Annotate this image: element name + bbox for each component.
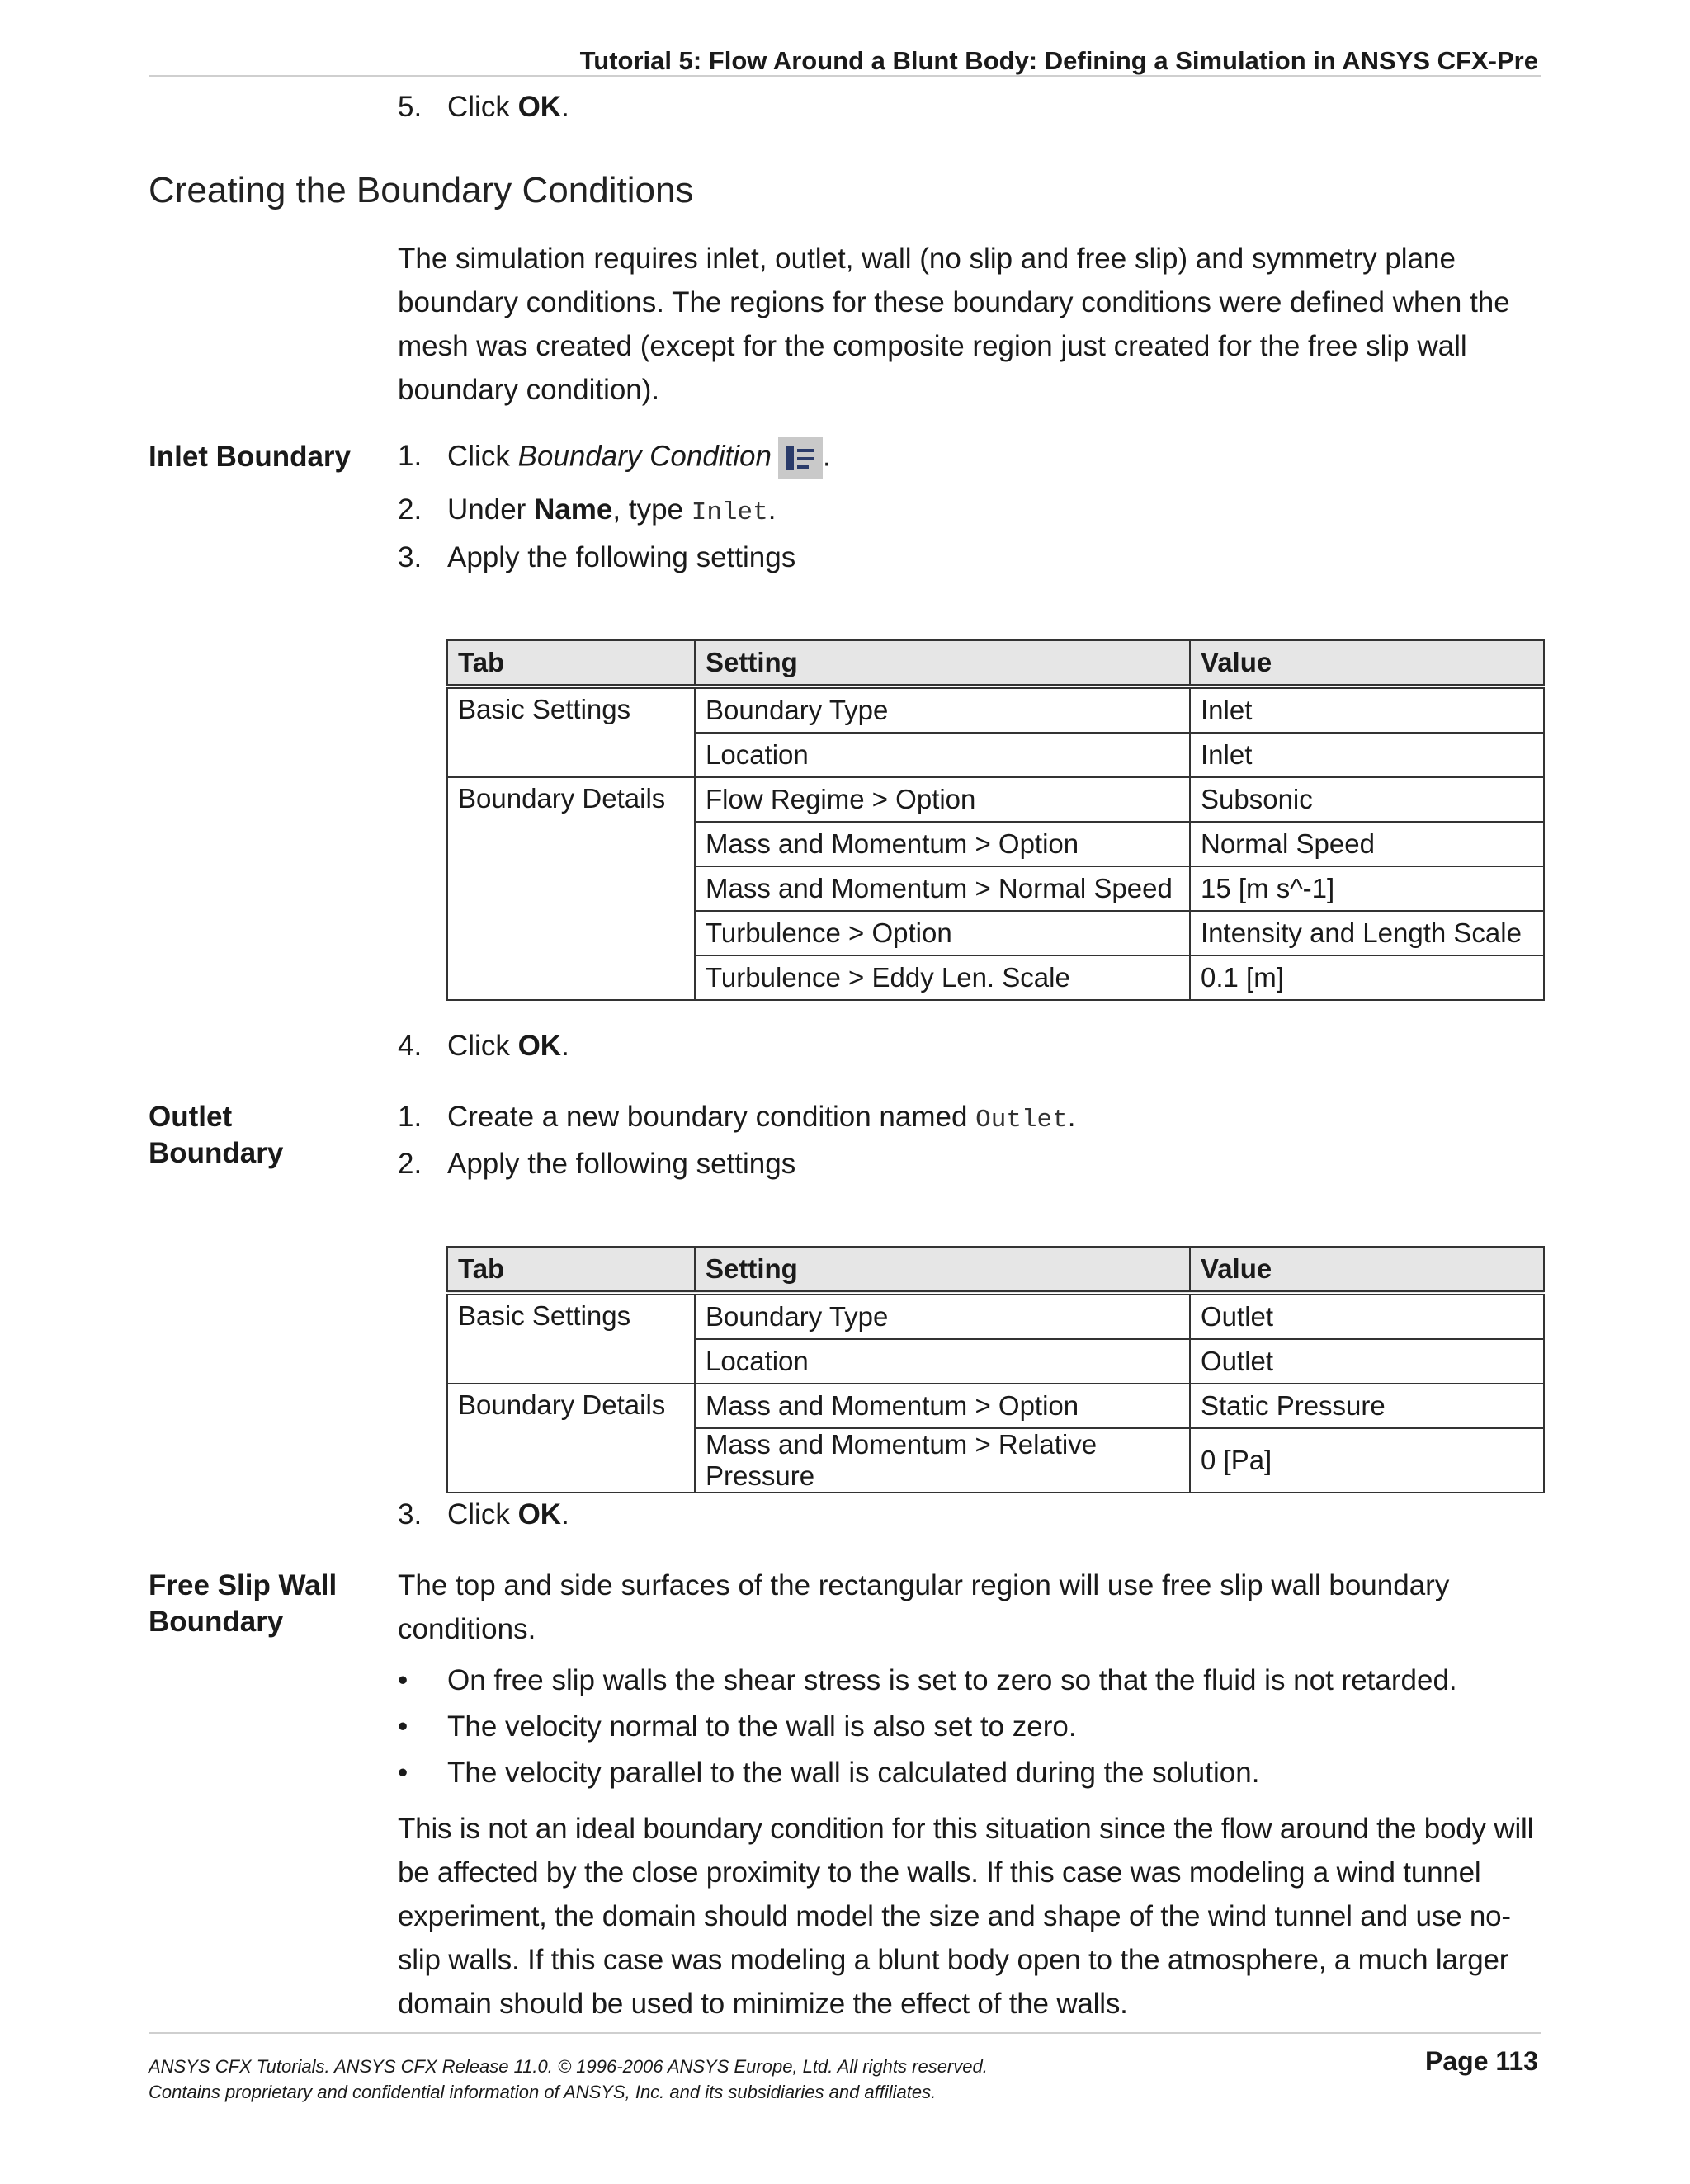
value-cell: Outlet xyxy=(1190,1339,1544,1384)
page-number: Page 113 xyxy=(1425,2046,1538,2076)
value-cell: Outlet xyxy=(1190,1293,1544,1339)
value-cell: Static Pressure xyxy=(1190,1384,1544,1428)
step-text: Click xyxy=(447,1030,518,1062)
ok-label: OK xyxy=(517,1030,562,1062)
column-header-value: Value xyxy=(1190,640,1544,686)
setting-cell: Location xyxy=(695,1339,1190,1384)
inlet-step-2 xyxy=(398,493,776,527)
ok-label: OK xyxy=(517,91,562,123)
step-number: 3. xyxy=(398,541,422,573)
heading-line: Boundary xyxy=(149,1137,284,1169)
running-header: Tutorial 5: Flow Around a Blunt Body: Defining a Simulation in ANSYS CFX-Pre xyxy=(579,46,1538,75)
step-text: Apply the following settings xyxy=(447,541,796,573)
setting-cell: Mass and Momentum > Normal Speed xyxy=(695,866,1190,911)
value-cell: Intensity and Length Scale xyxy=(1190,911,1544,955)
outlet-step-3 xyxy=(398,1498,569,1531)
value-cell: Normal Speed xyxy=(1190,822,1544,866)
setting-cell: Mass and Momentum > Option xyxy=(695,822,1190,866)
tab-cell: Boundary Details xyxy=(447,777,695,1000)
section-intro: The simulation requires inlet, outlet, wall (no slip and free slip) and symmetry plane boundary conditions. The regions for these boundary conditions were defined when the mesh was created (except for the composite region just created for the free slip wall boundary condition). xyxy=(398,243,1510,406)
setting-cell: Location xyxy=(695,733,1190,777)
bullet-text: On free slip walls the shear stress is set to zero so that the fluid is not retarded. xyxy=(447,1664,1457,1696)
list-item xyxy=(398,1664,1457,1710)
inlet-boundary-heading: Inlet Boundary xyxy=(149,441,352,473)
outlet-boundary-heading xyxy=(149,1099,283,1172)
free-slip-intro: The top and side surfaces of the rectangular region will use free slip wall boundary conditions. xyxy=(398,1569,1450,1645)
value-cell: 15 [m s^-1] xyxy=(1190,866,1544,911)
value-cell: 0 [Pa] xyxy=(1190,1428,1544,1493)
step-text: Click xyxy=(447,440,518,473)
value-cell: Subsonic xyxy=(1190,777,1544,822)
outlet-step-2 xyxy=(398,1148,795,1181)
tab-cell: Basic Settings xyxy=(447,686,695,777)
outlet-code: Outlet xyxy=(975,1106,1068,1134)
step-text: Under xyxy=(447,493,535,526)
step-text: Create a new boundary condition named xyxy=(447,1101,976,1133)
heading-line: Free Slip Wall xyxy=(149,1569,338,1601)
step-text: Click xyxy=(447,91,518,123)
inlet-step-1 xyxy=(398,437,831,479)
step-text-end: . xyxy=(561,1030,569,1062)
table-row xyxy=(447,1293,1544,1339)
step-text-mid: , type xyxy=(612,493,692,526)
setting-cell: Flow Regime > Option xyxy=(695,777,1190,822)
ok-label: OK xyxy=(517,1498,562,1531)
bullet-text: The velocity parallel to the wall is calculated during the solution. xyxy=(447,1757,1260,1789)
step-text-end: . xyxy=(561,1498,569,1531)
footer-divider xyxy=(149,2032,1541,2034)
bullet-text: The velocity normal to the wall is also set to zero. xyxy=(447,1710,1077,1743)
tab-cell: Basic Settings xyxy=(447,1293,695,1384)
column-header-setting: Setting xyxy=(695,640,1190,686)
bullet-icon: • xyxy=(398,1664,408,1696)
column-header-tab: Tab xyxy=(447,1247,695,1293)
step-number: 4. xyxy=(398,1030,422,1062)
setting-cell: Turbulence > Option xyxy=(695,911,1190,955)
boundary-condition-label: Boundary Condition xyxy=(517,440,772,473)
step-number: 1. xyxy=(398,440,422,473)
setting-cell: Boundary Type xyxy=(695,686,1190,733)
table-row xyxy=(447,777,1544,822)
step-number: 5. xyxy=(398,91,422,123)
tab-cell: Boundary Details xyxy=(447,1384,695,1493)
setting-cell: Boundary Type xyxy=(695,1293,1190,1339)
heading-line: Outlet xyxy=(149,1101,233,1133)
step-text-end: . xyxy=(823,440,831,473)
bullet-icon: • xyxy=(398,1710,408,1743)
table-row xyxy=(447,686,1544,733)
table-header-row xyxy=(447,1247,1544,1293)
outlet-step-1 xyxy=(398,1101,1076,1134)
table-row xyxy=(447,1384,1544,1428)
header-divider xyxy=(149,75,1541,77)
table-header-row xyxy=(447,640,1544,686)
inlet-step-4 xyxy=(398,1030,569,1063)
inlet-step-3 xyxy=(398,541,795,574)
column-header-tab: Tab xyxy=(447,640,695,686)
value-cell: 0.1 [m] xyxy=(1190,955,1544,1000)
value-cell: Inlet xyxy=(1190,733,1544,777)
step-text-end: . xyxy=(561,91,569,123)
inlet-settings-table xyxy=(446,639,1545,1001)
intro-step-5 xyxy=(398,91,569,124)
setting-cell: Mass and Momentum > Option xyxy=(695,1384,1190,1428)
step-text-end: . xyxy=(767,493,777,526)
free-slip-wall-heading xyxy=(149,1568,337,1640)
column-header-value: Value xyxy=(1190,1247,1544,1293)
setting-cell: Mass and Momentum > Relative Pressure xyxy=(695,1428,1190,1493)
value-cell: Inlet xyxy=(1190,686,1544,733)
step-number: 1. xyxy=(398,1101,422,1133)
column-header-setting: Setting xyxy=(695,1247,1190,1293)
setting-cell: Turbulence > Eddy Len. Scale xyxy=(695,955,1190,1000)
step-number: 3. xyxy=(398,1498,422,1531)
step-text: Click xyxy=(447,1498,518,1531)
step-text: Apply the following settings xyxy=(447,1148,796,1180)
list-item xyxy=(398,1710,1457,1757)
boundary-condition-icon[interactable] xyxy=(778,437,823,479)
outlet-settings-table xyxy=(446,1246,1545,1493)
heading-line: Boundary xyxy=(149,1606,284,1638)
footer-proprietary-notice: Contains proprietary and confidential information of ANSYS, Inc. and its subsidiaries and affiliates. xyxy=(149,2082,937,2102)
section-title: Creating the Boundary Conditions xyxy=(149,170,694,210)
free-slip-bullet-list xyxy=(398,1664,1457,1803)
free-slip-closing: This is not an ideal boundary condition for this situation since the flow around the body will be affected by the close proximity to the walls. If this case was modeling a wind tunnel experiment, the domain should model the size and shape of the wind tunnel and use no-slip walls. If this case was modeling a blunt body open to the atmosphere, a much larger domain should be used to minimize the effect of the walls. xyxy=(398,1813,1534,2020)
step-number: 2. xyxy=(398,1148,422,1180)
list-item xyxy=(398,1757,1457,1803)
step-text-end: . xyxy=(1067,1101,1076,1133)
bullet-icon: • xyxy=(398,1757,408,1789)
footer-copyright: ANSYS CFX Tutorials. ANSYS CFX Release 11.0. © 1996-2006 ANSYS Europe, Ltd. All rights reserved. xyxy=(149,2056,988,2077)
inlet-code: Inlet xyxy=(691,498,768,527)
name-label: Name xyxy=(534,493,613,526)
step-number: 2. xyxy=(398,493,422,526)
